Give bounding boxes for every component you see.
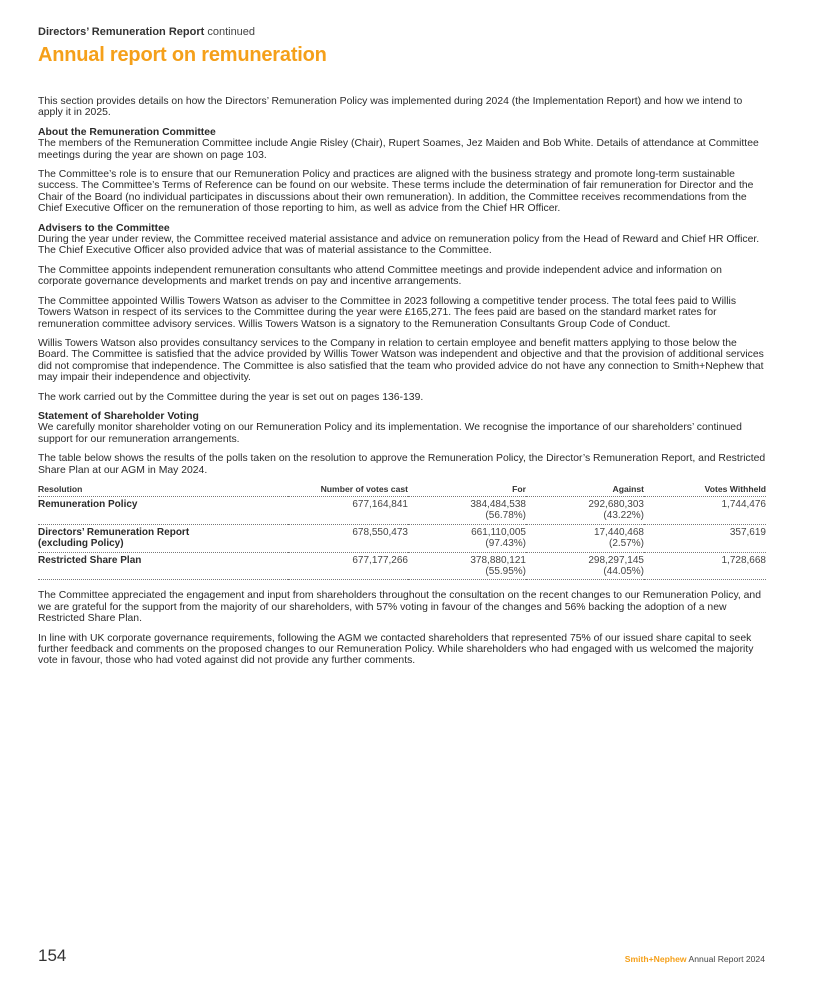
for-percent: (56.78%) (485, 510, 526, 522)
about-heading: About the Remuneration Committee (38, 126, 216, 138)
header-for: For (408, 484, 526, 497)
header-votes-withheld: Votes Withheld (644, 484, 766, 497)
page-number: 154 (38, 946, 67, 965)
against-votes: 292,680,303 (588, 498, 644, 510)
votes-cast-cell: 677,177,266 (288, 552, 408, 580)
for-cell (408, 552, 526, 580)
table-row (38, 496, 766, 524)
resolution-name: Remuneration Policy (38, 498, 138, 510)
resolution-cell (38, 496, 288, 524)
closing-paragraph-1: The Committee appreciated the engagement and input from shareholders throughout the consultation on the recent changes to our Remuneration Policy, and we are grateful for the support from the majority of our shareholders, with 57% voting in favour of the changes and 56% backing the adoption of a new Restricted Share Plan. (38, 590, 761, 625)
against-votes: 298,297,145 (588, 554, 644, 566)
about-paragraph-1: The members of the Remuneration Committee include Angie Risley (Chair), Rupert Soames, Jez Maiden and Bob White. Details of attendance at Committee meetings during the year are shown on page 103. (38, 138, 759, 161)
header-against: Against (526, 484, 644, 497)
votes-cast-cell: 678,550,473 (288, 524, 408, 552)
voting-paragraph-1: We carefully monitor shareholder voting on our Remuneration Policy and its implementation. We recognise the importance of our shareholders’ continued support for our remuneration arrangements. (38, 422, 742, 445)
advisers-paragraph-3: The Committee appointed Willis Towers Watson as adviser to the Committee in 2023 following a competitive tender process. The total fees paid to Willis Towers Watson in respect of its services to the Committee during the year were £165,271. The fees paid are based on the standard market rates for remuneration committee advisory services. Willis Towers Watson is a signatory to the Remuneration Consultants Group Code of Conduct. (38, 295, 737, 330)
against-percent: (2.57%) (608, 538, 644, 550)
footer-brand (625, 954, 765, 964)
brand-name: Smith+Nephew (624, 954, 687, 964)
section-kicker (38, 26, 255, 38)
against-cell (526, 496, 644, 524)
against-cell (526, 524, 644, 552)
kicker-title: Directors’ Remuneration Report (38, 26, 205, 38)
header-resolution: Resolution (38, 484, 288, 497)
against-cell (526, 552, 644, 580)
voting-paragraph-2: The table below shows the results of the polls taken on the resolution to approve the Remuneration Policy, the Director’s Remuneration Report, and Restricted Share Plan at our AGM in May 2024. (38, 453, 766, 476)
voting-results-table (38, 484, 766, 580)
voting-heading: Statement of Shareholder Voting (38, 410, 199, 422)
header-votes-cast: Number of votes cast (288, 484, 408, 497)
withheld-cell: 357,619 (644, 524, 766, 552)
for-votes: 384,484,538 (470, 498, 526, 510)
resolution-cell (38, 552, 288, 580)
report-name: Annual Report 2024 (688, 954, 765, 964)
kicker-continued: continued (207, 26, 256, 38)
advisers-paragraph-1: During the year under review, the Committee received material assistance and advice on remuneration policy from the Head of Reward and Chief HR Officer. The Chief Executive Officer also provided advice that was of material assistance to the Committee. (38, 234, 760, 257)
body-text (38, 96, 766, 675)
advisers-paragraph-5: The work carried out by the Committee during the year is set out on pages 136-139. (38, 391, 424, 403)
for-cell (408, 524, 526, 552)
for-votes: 661,110,005 (471, 526, 526, 538)
table-header-row (38, 484, 766, 497)
advisers-heading: Advisers to the Committee (38, 222, 170, 234)
for-percent: (97.43%) (485, 538, 526, 550)
about-paragraph-2: The Committee’s role is to ensure that our Remuneration Policy and practices are aligned with the business strategy and promote long-term sustainable success. The Committee’s Terms of Reference can be found on our website. These terms include the determination of fair remuneration for Director and the Chair of the Board (no individual participates in discussions about their own remuneration). In addition, the Committee receives recommendations from the Chief Executive Officer on the remuneration of those reporting to him, as well as advice from the Chief HR Officer. (38, 169, 754, 215)
for-cell (408, 496, 526, 524)
votes-cast-cell: 677,164,841 (288, 496, 408, 524)
table-row (38, 524, 766, 552)
intro-paragraph: This section provides details on how the Directors’ Remuneration Policy was implemented during 2024 (the Implementation Report) and how we intend to apply it in 2025. (38, 96, 743, 119)
closing-paragraph-2: In line with UK corporate governance requirements, following the AGM we contacted shareholders that represented 75% of our issued share capital to seek further feedback and comments on the proposed changes to our Remuneration Policy. While shareholders who had engaged with us welcomed the majority vote in favour, those who had voted against did not provide any further comments. (38, 632, 754, 667)
against-percent: (44.05%) (603, 566, 644, 577)
resolution-name: Directors’ Remuneration Report (38, 526, 190, 538)
table-row (38, 552, 766, 580)
resolution-name: Restricted Share Plan (38, 554, 142, 566)
withheld-cell: 1,728,668 (644, 552, 766, 580)
advisers-paragraph-4: Willis Towers Watson also provides consultancy services to the Company in relation to certain employee and benefit matters applying to those below the Board. The Committee is satisfied that the advice provided by Willis Tower Watson was independent and objective and that the provision of additional services did not compromise that independence. The Committee is also satisfied that the team who provided advice do not have any connection to Smith+Nephew that may impair their independence and objectivity. (38, 337, 764, 384)
for-votes: 378,880,121 (470, 554, 526, 566)
against-percent: (43.22%) (603, 510, 644, 522)
resolution-qualifier: (excluding Policy) (38, 538, 124, 550)
against-votes: 17,440,468 (593, 526, 644, 538)
for-percent: (55.95%) (485, 566, 526, 577)
advisers-paragraph-2: The Committee appoints independent remuneration consultants who attend Committee meetings and provide independent advice and information on corporate governance developments and market trends on pay and incentive arrangements. (38, 264, 722, 288)
page-title: Annual report on remuneration (38, 44, 327, 66)
resolution-cell (38, 524, 288, 552)
withheld-cell: 1,744,476 (644, 496, 766, 524)
